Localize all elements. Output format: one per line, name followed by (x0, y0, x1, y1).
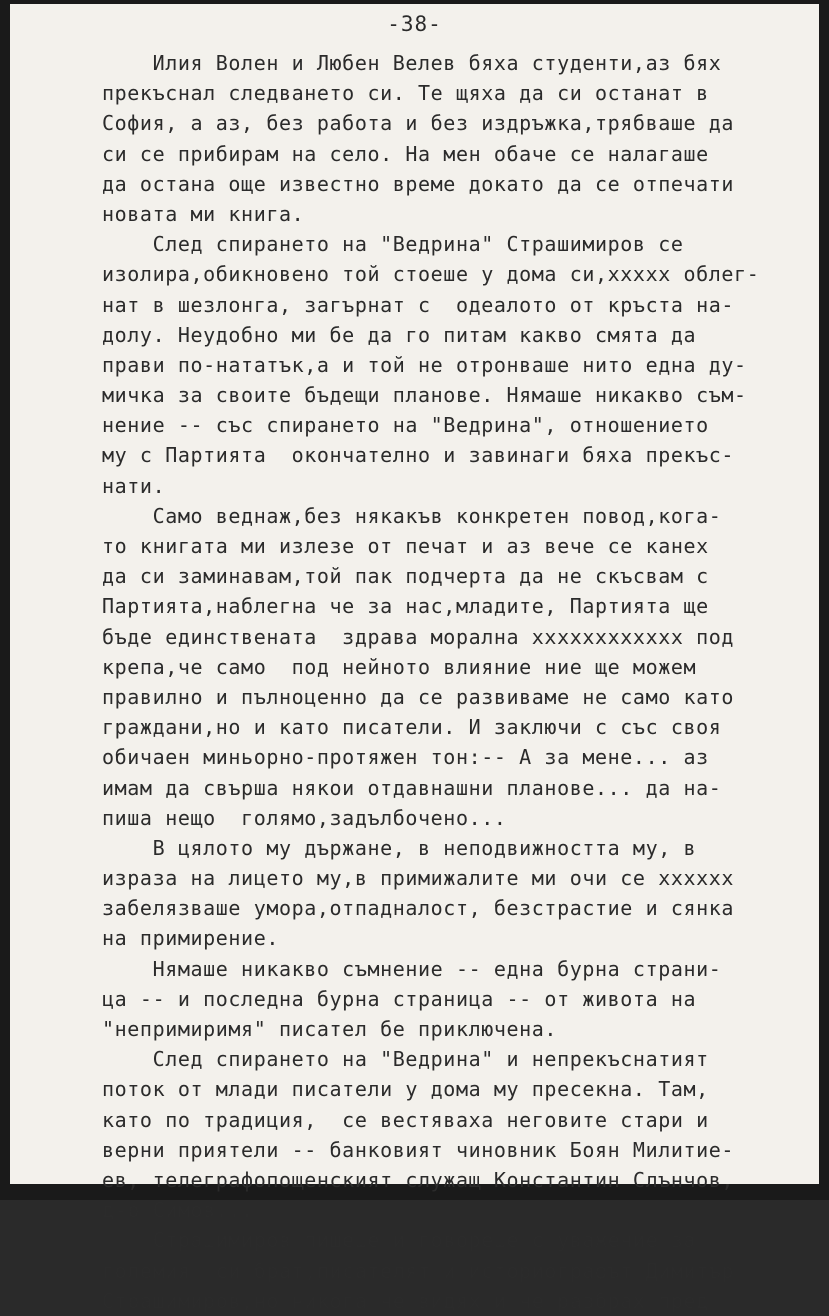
text-line: пиша нещо голямо,задълбочено... (102, 805, 507, 830)
text-line: му с Партията окончателно и завинаги бяха прекъс- (102, 443, 735, 468)
text-line: забелязваше умора,отпадналост, безстрастие и сянка (102, 896, 735, 921)
text-line: обичаен миньорно-протяжен тон:-- А за мене... аз (102, 745, 709, 770)
scan-border-top (0, 0, 829, 4)
text-line: София, а аз, без работа и без издръжка,трябваше да (102, 111, 735, 136)
text-line: верни приятели -- банковият чиновник Боян Милитие- (102, 1137, 735, 1162)
text-line: Страшимиров,но никога не видях и не разбрах пред (102, 1288, 709, 1313)
text-line: долу. Неудобно ми бе да го питам какво смята да (102, 322, 697, 347)
text-line: След спирането на "Ведрина" Страшимиров се (102, 232, 684, 257)
text-line: големия си брат,писателят и историографът Димитър (102, 1258, 735, 1283)
document-body (102, 48, 816, 1316)
scan-border-right (819, 0, 829, 1200)
text-line: прави по-нататък,а и той не отронваше нито една ду- (102, 352, 747, 377)
text-line: нение -- със спирането на "Ведрина", отношението (102, 413, 709, 438)
text-line: на примирение. (102, 926, 279, 951)
text-line: Илия Волен и Любен Велев бяха студенти,аз бях (102, 51, 722, 75)
text-line: нати. (102, 473, 166, 498)
text-line: имам да свърша някои отдавнашни планове... да на- (102, 775, 722, 800)
text-line: д-р Симов... (102, 1198, 254, 1223)
text-line: мичка за своите бъдещи планове. Нямаше никакво съм- (102, 383, 747, 408)
text-line: да си заминавам,той пак подчерта да не скъсвам с (102, 564, 709, 589)
text-line: нат в шезлонга, загърнат с одеалото от кръста на- (102, 292, 735, 317)
page-number: -38- (387, 12, 442, 36)
text-line: израза на лицето му,в примижалите ми очи се xxxxxx (102, 866, 735, 891)
text-line: то книгата ми излезе от печат и аз вече се канех (102, 534, 709, 558)
text-line: Нямаше никакво съмнение -- една бурна страни- (102, 956, 722, 981)
scan-border-left (0, 0, 10, 1200)
text-line: прекъснал следването си. Те щяха да си останат в (102, 81, 709, 106)
text-line: В цялото му държане, в неподвижността му, в (102, 835, 697, 860)
text-line: крепа,че само под нейното влияние ние ще можем (102, 654, 697, 679)
text-line: граждани,но и като писатели. И заключи с със своя (102, 715, 722, 740)
text-line: новата ми книга. (102, 201, 305, 226)
text-line: правилно и пълноценно да се развиваме не само като (102, 684, 735, 709)
text-line: Партията,наблегна че за нас,младите, Партията ще (102, 594, 709, 619)
text-line: След спирането на "Ведрина" и непрекъснатият (102, 1047, 709, 1072)
text-line: Само веднаж,без някакъв конкретен повод,кога- (102, 503, 722, 528)
text-line: "непримиримя" писател бе приключена. (102, 1017, 558, 1041)
text-line: бъде единствената здрава морална xxxxxxxxxxxx под (102, 624, 735, 649)
text-line: ца -- и последна бурна страница -- от живота на (102, 986, 697, 1011)
text-line: изолира,обикновено той стоеше у дома си,xxxxx облег- (102, 262, 760, 287)
text-line: като по традиция, се вестяваха неговите стари и (102, 1107, 709, 1132)
text-line: поток от млади писатели у дома му пресекна. Там, (102, 1077, 709, 1102)
text-line: си се прибирам на село. На мен обаче се налагаше (102, 141, 709, 166)
text-line: ев, телеграфопощенският служащ Константин Слънчов, (102, 1167, 735, 1192)
text-line: Страшимиров пишеше и говореше с уважение за (102, 1228, 697, 1253)
text-line: да остана още известно време докато да се отпечати (102, 171, 735, 196)
